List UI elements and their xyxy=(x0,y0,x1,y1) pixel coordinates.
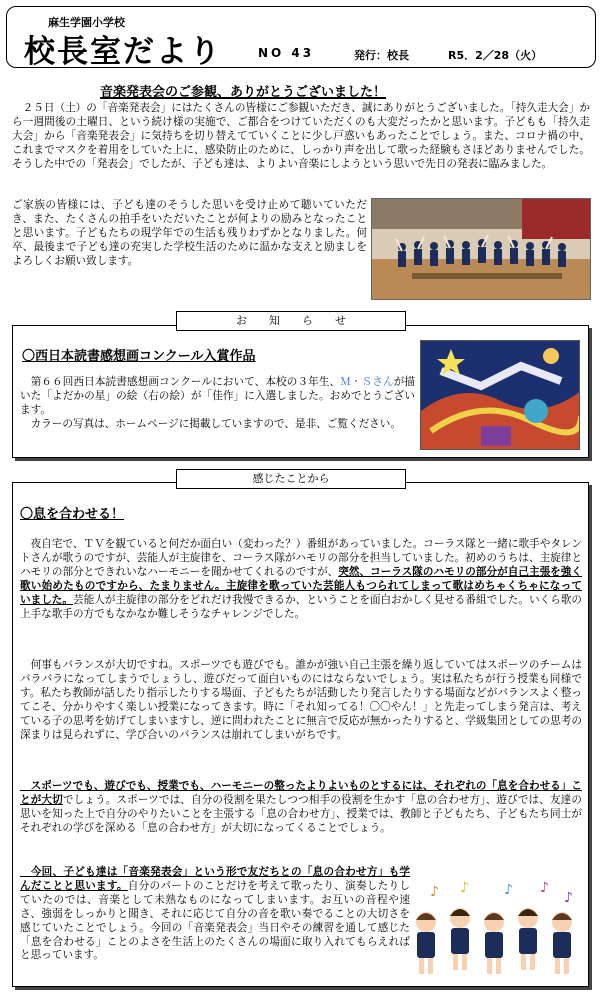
essay-p4-emphasis: 今回、子ども達は「音楽発表会」という形で友だちとの「息の合わせ方」も学んだことと思います。 xyxy=(20,866,410,892)
essay-label-box xyxy=(176,469,406,489)
concert-photo-image xyxy=(372,199,591,300)
svg-text:♪: ♪ xyxy=(430,884,439,900)
essay-p3-emphasis: スポーツでも、遊びでも、授業でも、ハーモニーの整ったよりよいものとするには、それぞれの「息を合わせる」ことが大切 xyxy=(20,780,582,806)
essay-p1-a: 夜自宅で、ＴＶを観ていると何だか面白い（変わった？）番組があっていました。コーラス隊と一緒に歌手やタレントさんが歌うのですが、芸能人が主旋律を、コーラス隊がハモリの部分を担当していました。初めのうちは、主旋律とハモリの部分とできれいなハーモニーを聞かせてくれるのですが、 xyxy=(20,538,582,578)
essay-paragraph-1 xyxy=(20,538,582,621)
essay-p3-b: でしょう。スポーツでは、自分の役割を果たしつつ相手の役割を生かす「息の合わせ方」、遊びでは、友達の思いを知った上で自分のやりたいことを主張する「息の合わせ方」、授業では、教師と子どもたち、子どもたち同士がそれぞれの学びを深める「息の合わせ方」が大切になってくることでしょう。 xyxy=(20,793,582,834)
singing-children-image xyxy=(412,880,584,980)
page-title: 校長室だより xyxy=(24,34,222,70)
award-painting xyxy=(420,340,580,450)
school-name: 麻生学園小学校 xyxy=(48,16,125,29)
notice-paragraph-2: カラーの写真は、ホームページに掲載していますので、是非、ご覧ください。 xyxy=(20,418,401,430)
essay-paragraph-3 xyxy=(20,780,582,836)
concert-paragraph-side: ご家族の皆様には、子ども達のそうした思いを受け止めて聴いていただき、また、たくさんの拍手をいただいたことが何よりの励みとなったことと思います。子どもたちの現学年での生活も残りわずかとなりました。何卒、最後まで子ども達の充実した学校生活のために温かな支えと励ましをよろしくお願い致します。 xyxy=(12,199,367,267)
essay-p4-b: 自分のパートのことだけを考えて歌ったり、演奏したりしていたのでは、音楽として未熟なものになってしまいます。お互いの音程や速さ、強弱をしっかりと聞き、それに応じて自分の音を歌い奏でることの大切さを感じていたことでしょう。今回の「音楽発表会」当日やその練習を通して感じた「息を合わせる」ことのよさを生活上のたくさんの場面に取り入れてもらえればと思っています。 xyxy=(20,879,410,962)
publisher: 発行：校長 xyxy=(354,49,409,62)
notice-label: お 知 ら せ xyxy=(236,314,346,327)
svg-text:♪: ♪ xyxy=(564,890,573,906)
concert-heading: 音楽発表会のご参観、ありがとうございました！ xyxy=(100,85,387,100)
essay-p1-c: 芸能人が主旋律の部分をどれだけ我慢できるか、ということを面白おかしく見せる番組でした。いくら歌の上手な歌手の方でもなかなか難しそうなチャレンジでした。 xyxy=(20,593,583,620)
essay-heading: 〇息を合わせる！ xyxy=(20,507,125,522)
essay-p1-emphasis: 突然、コーラス隊のハモリの部分が自己主張を強く歌い始めたものですから、たまりません。主旋律を歌っていた芸能人もつられてしまって歌はめちゃくちゃになっていました。 xyxy=(20,565,582,606)
concert-paragraph: ２５日（土）の「音楽発表会」にはたくさんの皆様にご参観いただき、誠にありがとうございました。「持久走大会」から一週間後の土曜日、という続け様の実施で、ご都合をつけていただくのも大変だったかと思います。子どもも「持久走大会」から「音楽発表会」に気持ちを切り替えてていくことに少し戸惑いもあったことでしょう。また、コロナ禍の中、これまでマスクを着用をしていた上に、感染防止のために、しっかり声を出して歌った経験もさほどありませんでした。そうした中での「発表会」でしたが、子ども達は、よりよい音楽にしようという思いで先日の発表に臨みました。 xyxy=(12,102,590,170)
concert-photo xyxy=(371,198,591,300)
svg-text:♪: ♪ xyxy=(460,880,469,896)
award-painting-image xyxy=(421,341,580,450)
issue-number: NO 43 xyxy=(258,46,315,60)
notice-text-b: が描いた「よだかの星」の絵（右の絵）が「佳作」に入選しました。おめでとうございます。 xyxy=(20,376,416,416)
svg-text:♪: ♪ xyxy=(504,882,513,898)
notice-text-a: 第６６回西日本読書感想画コンクールにおいて、本校の３年生、 xyxy=(20,376,341,388)
student-name: Ｍ・Ｓさん xyxy=(340,376,394,388)
notice-paragraph-1 xyxy=(20,376,415,418)
notice-heading: 〇西日本読書感想画コンクール入賞作品 xyxy=(22,349,256,364)
essay-label: 感じたことから xyxy=(252,472,330,485)
essay-paragraph-2: 何事もバランスが大切ですね。スポーツでも遊びでも。誰かが強い自己主張を繰り返していてはスポーツのチームはバラバラになってしまうでしょうし、遊びだって面白いものにはならないでしょう。実は私たちが行う授業も同様です。私たち教師が話したり指示したりする場面、子どもたちが活動したり発言したりする場面などがバランスよく整ってこそ、分かりやすく楽しい授業になってきます。時に「それ知ってる！〇〇やん！」と先走ってしまう発言は、考えている子の思考を妨げてしまいますし、逆に問われたことに無言で反応が無かったりすると、学級集団としての思考の深まりは見られずに、学び合いのバランスは崩れてしまいがちです。 xyxy=(20,659,582,741)
svg-text:♪: ♪ xyxy=(540,880,549,896)
essay-paragraph-4 xyxy=(20,866,410,963)
notice-label-box xyxy=(176,311,406,331)
singing-children-illustration xyxy=(412,880,584,980)
issue-date: R5．2／28（火） xyxy=(448,49,543,62)
